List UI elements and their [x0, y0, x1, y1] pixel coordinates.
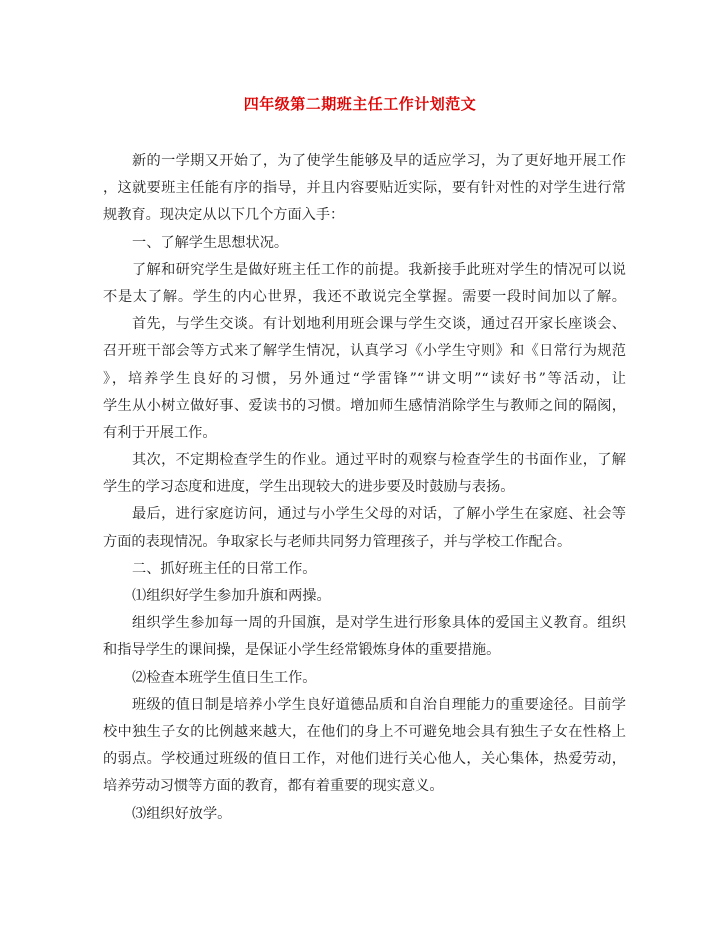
text-line: 其次，不定期检查学生的作业。通过平时的观察与检查学生的书面作业，了解: [132, 452, 626, 469]
text-line: 有利于开展工作。: [103, 424, 217, 441]
section-heading: 一、了解学生思想状况。: [132, 234, 289, 251]
text-line: 学生从小树立做好事、爱读书的习惯。增加师生感情消除学生与教师之间的隔阂，: [103, 397, 626, 414]
text-line: 班级的值日制是培养小学生良好道德品质和自治自理能力的重要途径。目前学: [132, 696, 626, 713]
section-heading: 二、抓好班主任的日常工作。: [132, 560, 317, 577]
document-title: 四年级第二期班主任工作计划范文: [243, 95, 477, 113]
text-line: 校中独生子女的比例越来越大，在他们的身上不可避免地会具有独生子女在性格上: [103, 723, 626, 740]
text-line: 方面的表现情况。争取家长与老师共同努力管理孩子，并与学校工作配合。: [103, 533, 572, 550]
text-line: 不是太了解。学生的内心世界，我还不敢说完全掌握。需要一段时间加以了解。: [103, 288, 626, 305]
text-line: 》，培养学生良好的习惯，另外通过“学雷锋”“讲文明”“读好书”等活动，让: [103, 370, 626, 387]
document-body: [103, 148, 626, 828]
subsection-heading: ⑵检查本班学生值日生工作。: [132, 669, 317, 686]
text-line: 召开班干部会等方式来了解学生情况，认真学习《小学生守则》和《日常行为规范: [103, 343, 626, 360]
subsection-heading: ⑴组织好学生参加升旗和两操。: [132, 588, 331, 604]
text-line: 学生的学习态度和进度，学生出现较大的进步要及时鼓励与表扬。: [103, 479, 515, 496]
text-line: 首先，与学生交谈。有计划地利用班会课与学生交谈，通过召开家长座谈会、: [132, 316, 626, 333]
text-line: 培养劳动习惯等方面的教育，都有着重要的现实意义。: [103, 778, 444, 795]
text-line: 和指导学生的课间操，是保证小学生经常锻炼身体的重要措施。: [103, 642, 501, 659]
subsection-heading: ⑶组织好放学。: [132, 805, 232, 822]
text-line: 最后，进行家庭访问，通过与小学生父母的对话，了解小学生在家庭、社会等: [132, 506, 626, 523]
text-line: 了解和研究学生是做好班主任工作的前提。我新接手此班对学生的情况可以说: [132, 261, 626, 278]
text-line: 规教育。现决定从以下几个方面入手：: [103, 207, 345, 224]
text-line: ，这就要班主任能有序的指导，并且内容要贴近实际，要有针对性的对学生进行常: [103, 180, 626, 197]
text-line: 新的一学期又开始了，为了使学生能够及早的适应学习，为了更好地开展工作: [132, 153, 626, 169]
text-line: 的弱点。学校通过班级的值日工作，对他们进行关心他人，关心集体，热爱劳动，: [103, 751, 626, 768]
text-line: 组织学生参加每一周的升国旗，是对学生进行形象具体的爱国主义教育。组织: [132, 615, 626, 632]
